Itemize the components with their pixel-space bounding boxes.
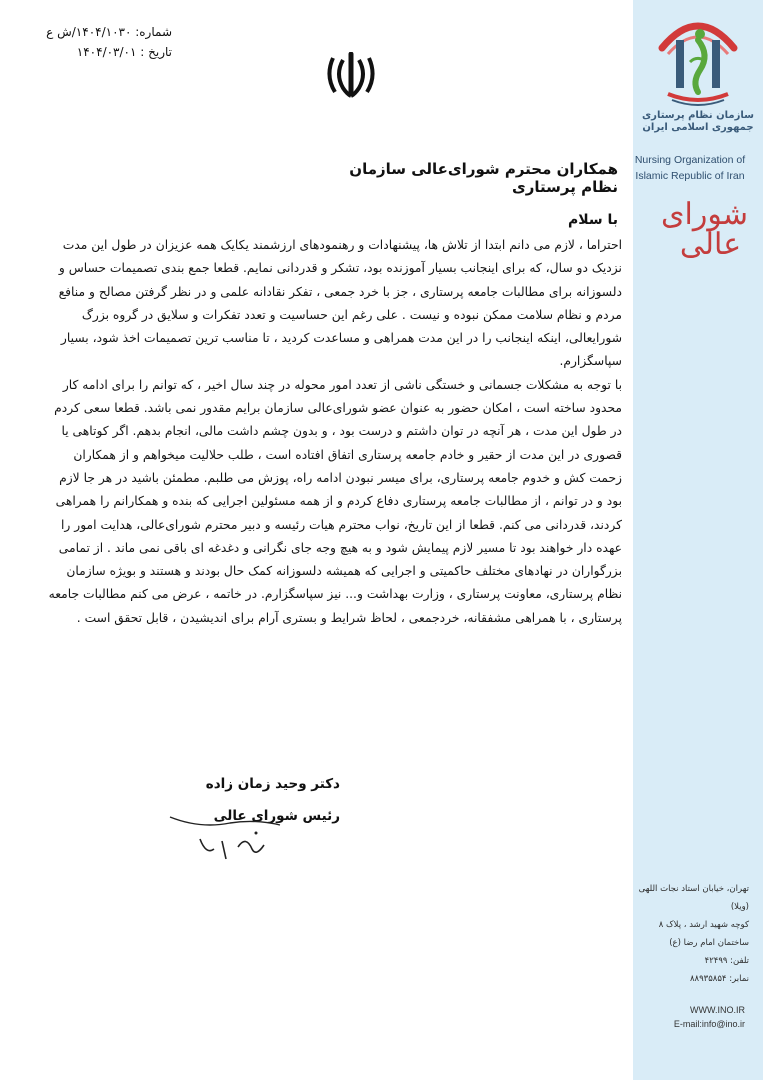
email-text: E-mail:info@ino.ir [673,1019,745,1029]
nursing-org-logo-icon [648,10,748,110]
signer-name: دکتر وحید زمان زاده [205,776,340,792]
org-name-fa [633,110,763,134]
iran-emblem-icon [325,52,377,100]
letter-paragraph: با توجه به مشکلات جسمانی و خستگی ناشی از تعدد امور محوله در چند سال اخیر ، که توانم را برای ادامه کار محدود ساخته است ، امکان حضور به عنوان عضو شورای‌عالی سازمان برایم مقدور نمی باشد. قطعا سعی کردم در طول این مدت ، هر آنچه در توان داشتم و درست بود ، و بدون چشم داشت مالی، انجام بدهم. اگر کوتاهی یا قصوری در این مدت از حقیر و خادم جامعه پرستاری اتفاق افتاده است ، طلب حلالیت میخواهم و از همکاران زحمت کش و خدوم جامعه پرستاری، برای میسر نبودن ادامه راه، پوزش می طلبم. مطمئن باشید در هر جا لازم بود و در توانم ، از مطالبات جامعه پرستاری دفاع کردم و از همه مسئولین اجرایی که بنده و همکارانم را همراهی کردند، قدردانی می کنم. قطعا از این تاریخ، نواب محترم هیات رئیسه و دبیر محترم شورای‌عالی، هدایت امور را عهده دار خواهند بود تا مسیر لازم پیمایش شود و به هیچ وجه جای نگرانی و دغدغه ای باقی نمی ماند . از تمامی بزرگواران در نهادهای مختلف حاکمیتی و اجرایی که همیشه دلسوزانه کمک حال بودند و هستند و بویژه سازمان نظام پرستاری، معاونت پرستاری ، وزارت بهداشت و... نیز سپاسگزارم. در خاتمه ، عرض می کنم مطالبات جامعه پرستاری ، با همراهی مشفقانه، خردجمعی ، لحاظ شرایط و بستری آرام برای اندیشیدن ، قابل تحقق است . [48,377,622,625]
contact-web [627,1003,745,1031]
letter-heading: همکاران محترم شورای‌عالی سازمان نظام پرستاری [349,160,618,196]
letter-paragraph: احتراما ، لازم می دانم ابتدا از تلاش ها، پیشنهادات و رهنمودهای ارزشمند یکایک همه عزیزان در طول این مدت نزدیک دو سال، که برای اینجانب بسیار آموزنده بود، تشکر و قدردانی نمایم. قطعا جمع بندی تصمیمات حساس و دلسوزانه برای مطالبات جامعه پرستاری ، جز با خرد جمعی ، تفکر نقادانه علمی و در نظر گرفتن مصالح و منافع مردم و نظام سلامت ممکن نبوده و نیست . علی رغم این حساسیت و تعدد تفکرات و سلایق در گروه بزرگ شورایعالی، اینکه اینجانب را در این مدت همراهی و مساعدت کردید ، تا مناسب ترین تصمیمات اخذ شود، بسیار سپاسگزارم. [58,238,622,369]
letterhead-sidebar [633,0,763,1080]
address-line: تهران، خیابان استاد نجات اللهی (ویلا) [638,884,749,912]
letter-date: تاریخ : ۱۴۰۴/۰۳/۰۱ [76,45,172,59]
org-name-en [625,152,755,184]
handwritten-signature [160,795,290,875]
phone-text: تلفن: ۴۲۴۹۹ [704,956,749,966]
org-name-fa-line2: جمهوری اسلامی ایران [642,122,754,133]
letter-greeting: با سلام [567,212,618,228]
letter-number: شماره: ۱۴۰۴/۱۰۳۰/ش ع [46,25,172,39]
org-name-en-line2: Islamic Republic of Iran [635,170,745,182]
org-name-en-line1: Nursing Organization of [634,154,746,166]
fax-text: نمابر: ۸۸۹۳۵۸۵۴ [689,974,749,984]
letter-body [44,234,622,630]
website-text: WWW.INO.IR [690,1005,745,1015]
address-line: کوچه شهید ارشد ، پلاک ۸ [658,920,749,930]
address-block [631,880,749,988]
signer-title: رئیس شورای عالی [213,808,340,824]
address-line: ساختمان امام رضا (ع) [669,938,749,948]
letter-meta [12,22,172,62]
council-logo: شورای عالی [661,197,748,262]
org-name-fa-line1: سازمان نظام پرستاری [642,110,754,121]
